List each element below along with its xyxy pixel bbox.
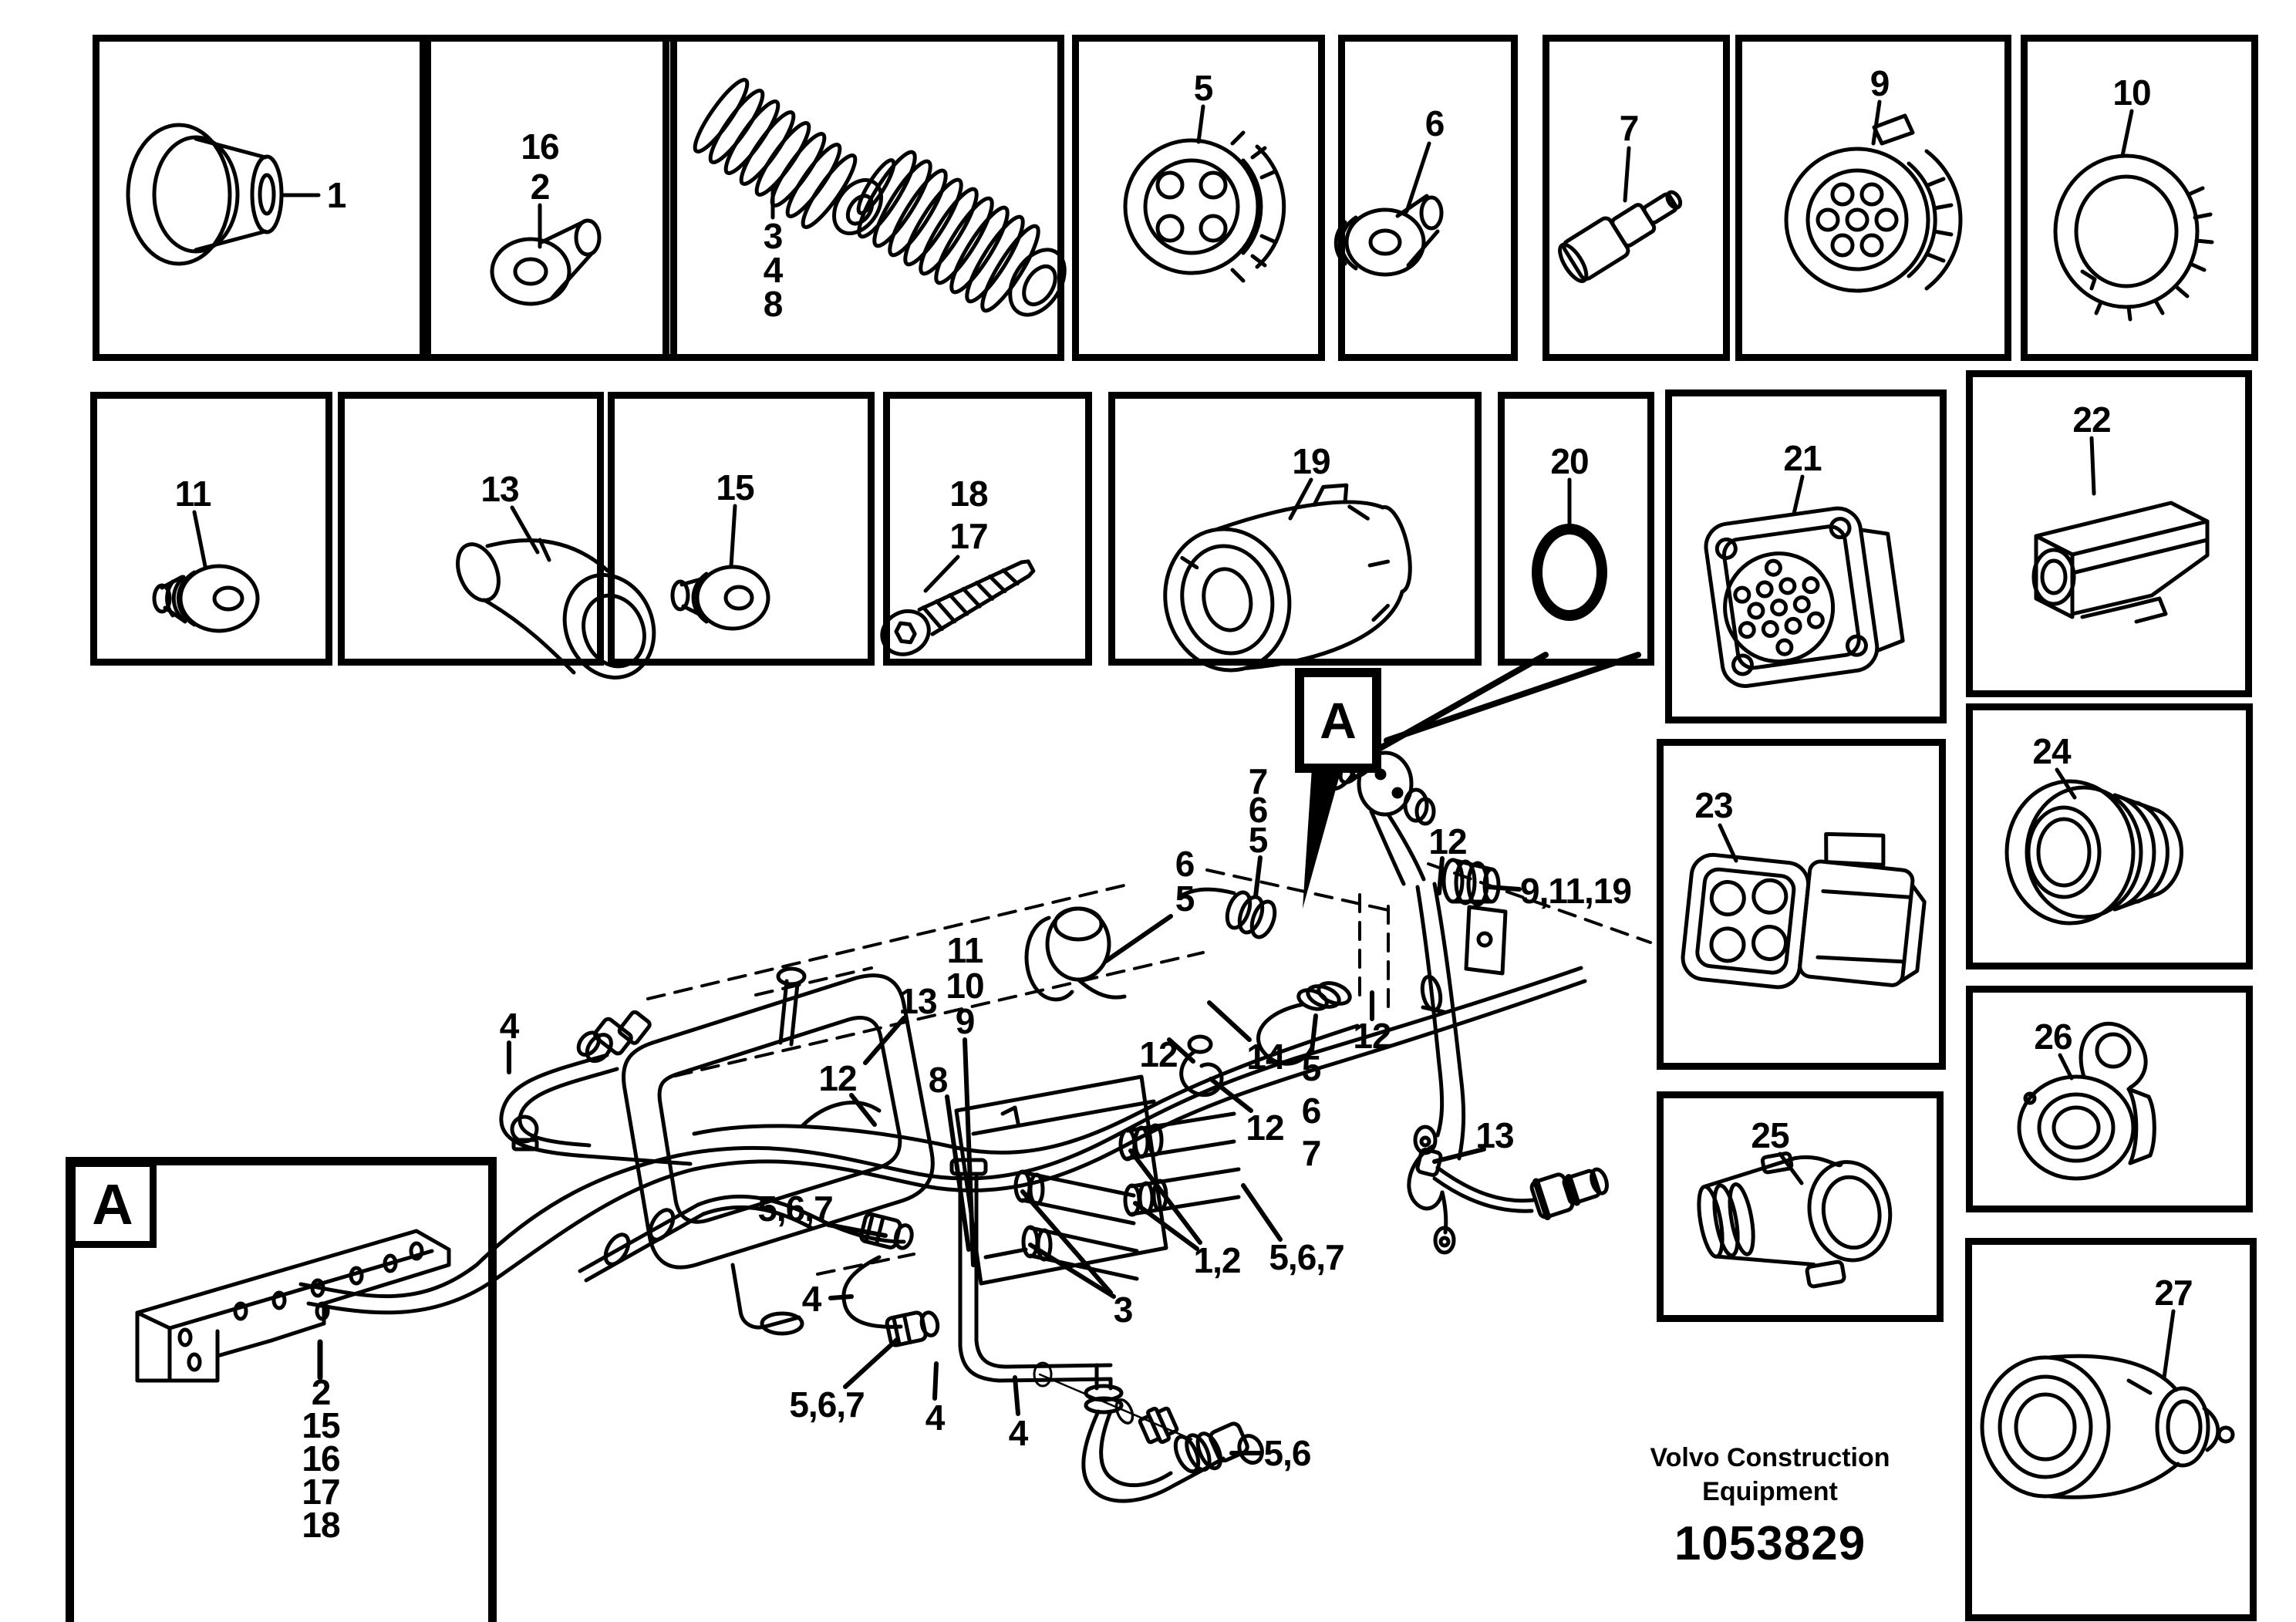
- part-number-10: 10: [2112, 73, 2151, 113]
- part-box-11: [90, 392, 332, 666]
- harness-a-letter: A: [1320, 692, 1357, 749]
- harness-leader-lines: [509, 858, 1519, 1453]
- part-box-16-2: [424, 35, 677, 361]
- harness-callout: 5,6: [1263, 1433, 1311, 1473]
- part-number-3-4-8: 3: [763, 216, 783, 256]
- part-number-20: 20: [1550, 441, 1589, 481]
- part-number-18-17: 17: [949, 516, 988, 556]
- brand-line1: Volvo Construction: [1650, 1443, 1890, 1472]
- part-number-19: 19: [1292, 441, 1330, 481]
- part-box-26: [1966, 986, 2253, 1212]
- brand-text: [1650, 1441, 1890, 1509]
- ribbed-connector: [1180, 889, 1279, 940]
- harness-callout: 12: [1428, 821, 1467, 862]
- harness-callout: 5: [1175, 878, 1195, 919]
- bracket-connector: [1444, 860, 1505, 973]
- harness-callout: 12: [1139, 1034, 1178, 1074]
- harness-callout: 5: [1248, 820, 1268, 860]
- part-box-24: [1966, 703, 2253, 969]
- harness-a-marker: [1295, 668, 1381, 773]
- cable-hook: [1182, 1037, 1222, 1095]
- harness-callout: 8: [928, 1060, 948, 1100]
- harness-callout: 5: [1301, 1048, 1321, 1088]
- right-drop-tubes: [1418, 884, 1464, 1158]
- part-number-21: 21: [1783, 438, 1822, 478]
- part-number-3-4-8: 4: [763, 250, 783, 290]
- part-number-27: 27: [2154, 1273, 2193, 1313]
- box20-pointer-line: [1377, 655, 1546, 750]
- part-number-26: 26: [2034, 1017, 2072, 1057]
- part-box-19: [1108, 392, 1482, 666]
- part-number-16-2: 2: [530, 167, 550, 207]
- harness-callout: 5,6,7: [757, 1189, 833, 1229]
- exploded-fitting: [1034, 1363, 1192, 1447]
- harness-callout: 7: [1301, 1133, 1321, 1173]
- part-number-11: 11: [174, 474, 211, 514]
- part-number-1: 1: [326, 175, 346, 215]
- part-number-18-17: 18: [949, 474, 988, 514]
- harness-callout: 12: [1246, 1108, 1284, 1148]
- breather-rod: [778, 969, 804, 1044]
- part-number-24: 24: [2032, 731, 2071, 771]
- bail-connector: [1027, 909, 1124, 1000]
- part-number-A-detail: 16: [302, 1438, 340, 1479]
- a-marker-pointer-wedge: [1303, 756, 1345, 909]
- clamped-pipe: [580, 1196, 904, 1280]
- bottom-pipe-run: [952, 1160, 1223, 1501]
- harness-callout: 13: [1475, 1115, 1514, 1155]
- p-clamp: [512, 1117, 537, 1149]
- elbow-connector-56: [1171, 1408, 1266, 1490]
- harness-callout: 10: [946, 966, 984, 1006]
- part-number-A-detail: 15: [302, 1405, 340, 1445]
- part-box-27: [1965, 1238, 2257, 1621]
- part-number-6: 6: [1424, 103, 1445, 143]
- left-hose-assembly: [501, 996, 690, 1164]
- part-box-25: [1657, 1091, 1944, 1322]
- elbow-connector: [575, 996, 651, 1076]
- part-number-25: 25: [1751, 1115, 1789, 1155]
- part-number-23: 23: [1694, 785, 1733, 825]
- detail-a-corner-label: [69, 1160, 157, 1248]
- harness-callout: 3: [1113, 1290, 1133, 1330]
- part-number-16-2: 16: [521, 126, 559, 167]
- document-part-number: 1053829: [1674, 1517, 1866, 1570]
- harness-callout: 4: [1008, 1413, 1028, 1453]
- harness-callout: 6: [1301, 1091, 1321, 1131]
- part-number-3-4-8: 8: [763, 284, 783, 324]
- harness-callout: 4: [925, 1398, 945, 1438]
- harness-callout: 5,6,7: [789, 1384, 865, 1425]
- small-connector: [860, 1213, 915, 1252]
- part-number-9: 9: [1870, 63, 1890, 103]
- part-box-6: [1338, 35, 1518, 361]
- harness-callout: 12: [1353, 1016, 1391, 1056]
- harness-callout: 9: [955, 1001, 975, 1041]
- part-number-22: 22: [2072, 400, 2111, 440]
- connector-link-hose: [844, 1257, 901, 1327]
- part-number-A-detail: 18: [302, 1505, 340, 1545]
- harness-callout: 14: [1246, 1037, 1285, 1077]
- part-box-1: [93, 35, 426, 361]
- part-number-13: 13: [480, 469, 519, 509]
- part-number-7: 7: [1619, 108, 1639, 148]
- box20-pointer-line: [1387, 655, 1638, 740]
- harness-callout: 11: [946, 930, 983, 970]
- part-box-15: [608, 392, 875, 666]
- harness-callout: 12: [818, 1058, 857, 1098]
- part-number-A-detail: 17: [302, 1472, 340, 1512]
- harness-illustration: [301, 655, 1650, 1501]
- harness-callout: 4: [801, 1279, 821, 1319]
- harness-callout: 7: [1248, 761, 1268, 801]
- brand-line2: Equipment: [1702, 1477, 1838, 1506]
- part-number-5: 5: [1193, 68, 1213, 108]
- part-box-20: [1498, 392, 1654, 666]
- detail-a-letter: A: [92, 1172, 133, 1236]
- part-number-15: 15: [716, 467, 754, 508]
- harness-callout: 5,6,7: [1269, 1237, 1344, 1277]
- part-box-7: [1542, 35, 1730, 361]
- harness-callout: 6: [1248, 790, 1268, 830]
- small-connector: [886, 1309, 940, 1347]
- harness-callout: 4: [499, 1006, 519, 1046]
- part-box-3-4-8: [663, 35, 1064, 361]
- harness-callout: 13: [899, 981, 937, 1021]
- air-duct: [624, 976, 933, 1334]
- harness-callout: 1,2: [1193, 1240, 1241, 1280]
- harness-callout: 6: [1175, 844, 1195, 884]
- harness-callout: 9,11,19: [1520, 871, 1631, 911]
- part-box-13: [338, 392, 604, 666]
- part-number-A-detail: 2: [311, 1372, 331, 1412]
